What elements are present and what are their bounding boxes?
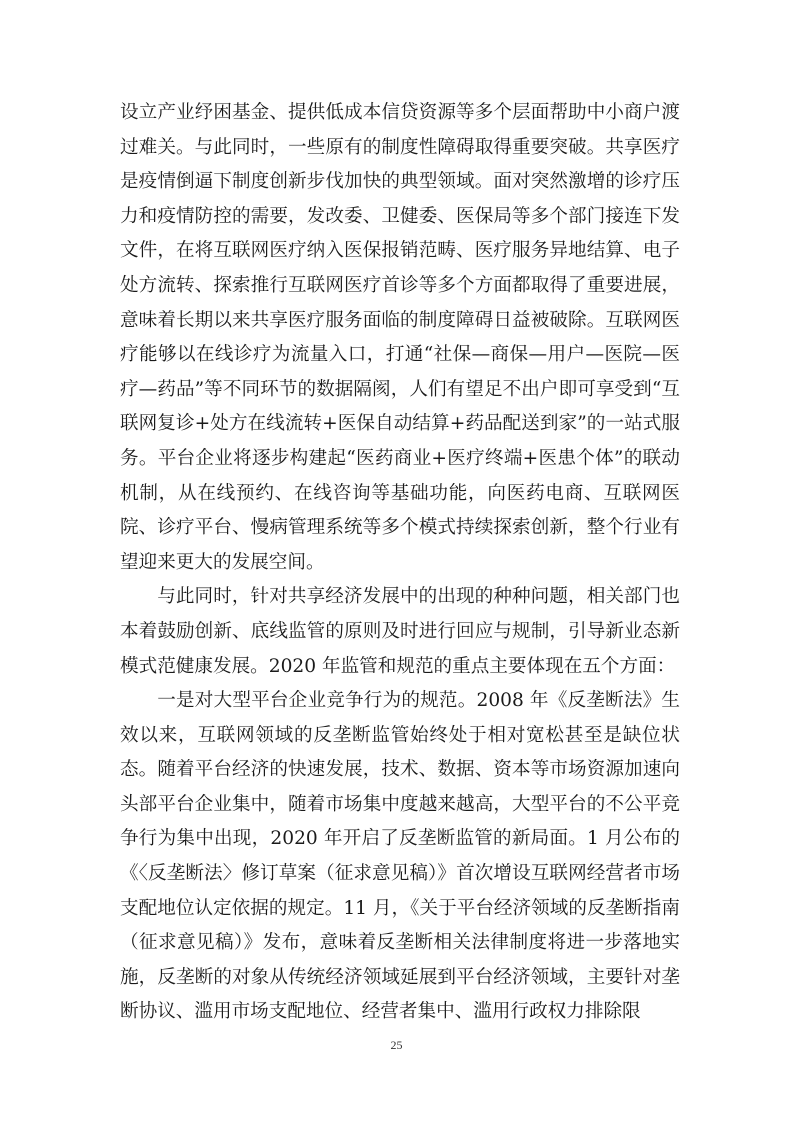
body-text — [120, 96, 680, 1030]
paragraph-1: 设立产业纾困基金、提供低成本信贷资源等多个层面帮助中小商户渡过难关。与此同时，一些原有的制度性障碍取得重要突破。共享医疗是疫情倒逼下制度创新步伐加快的典型领域。面对突然激增的诊疗压力和疫情防控的需要，发改委、卫健委、医保局等多个部门接连下发文件，在将互联网医疗纳入医保报销范畴、医疗服务异地结算、电子处方流转、探索推行互联网医疗首诊等多个方面都取得了重要进展，意味着长期以来共享医疗服务面临的制度障碍日益被破除。互联网医疗能够以在线诊疗为流量入口，打通“社保—商保—用户—医院—医疗—药品”等不同环节的数据隔阂，人们有望足不出户即可享受到“互联网复诊+处方在线流转+医保自动结算+药品配送到家”的一站式服务。平台企业将逐步构建起“医药商业+医疗终端+医患个体”的联动机制，从在线预约、在线咨询等基础功能，向医药电商、互联网医院、诊疗平台、慢病管理系统等多个模式持续探索创新，整个行业有望迎来更大的发展空间。 — [120, 102, 680, 573]
paragraph-2: 与此同时，针对共享经济发展中的出现的种种问题，相关部门也本着鼓励创新、底线监管的原则及时进行回应与规制，引导新业态新模式范健康发展。2020 年监管和规范的重点主要体现在五个方面： — [120, 586, 680, 677]
paragraph-3: 一是对大型平台企业竞争行为的规范。2008 年《反垄断法》生效以来，互联网领域的反垄断监管始终处于相对宽松甚至是缺位状态。随着平台经济的快速发展，技术、数据、资本等市场资源加速向头部平台企业集中，随着市场集中度越来越高，大型平台的不公平竞争行为集中出现，2020 年开启了反垄断监管的新局面。1 月公布的《〈反垄断法〉修订草案（征求意见稿）》首次增设互联网经营者市场支配地位认定依据的规定。11 月，《关于平台经济领域的反垄断指南（征求意见稿）》发布，意味着反垄断相关法律制度将进一步落地实施，反垄断的对象从传统经济领域延展到平台经济领域，主要针对垄断协议、滥用市场支配地位、经营者集中、滥用行政权力排除限 — [120, 690, 680, 1023]
page-number: 25 — [390, 1038, 403, 1052]
